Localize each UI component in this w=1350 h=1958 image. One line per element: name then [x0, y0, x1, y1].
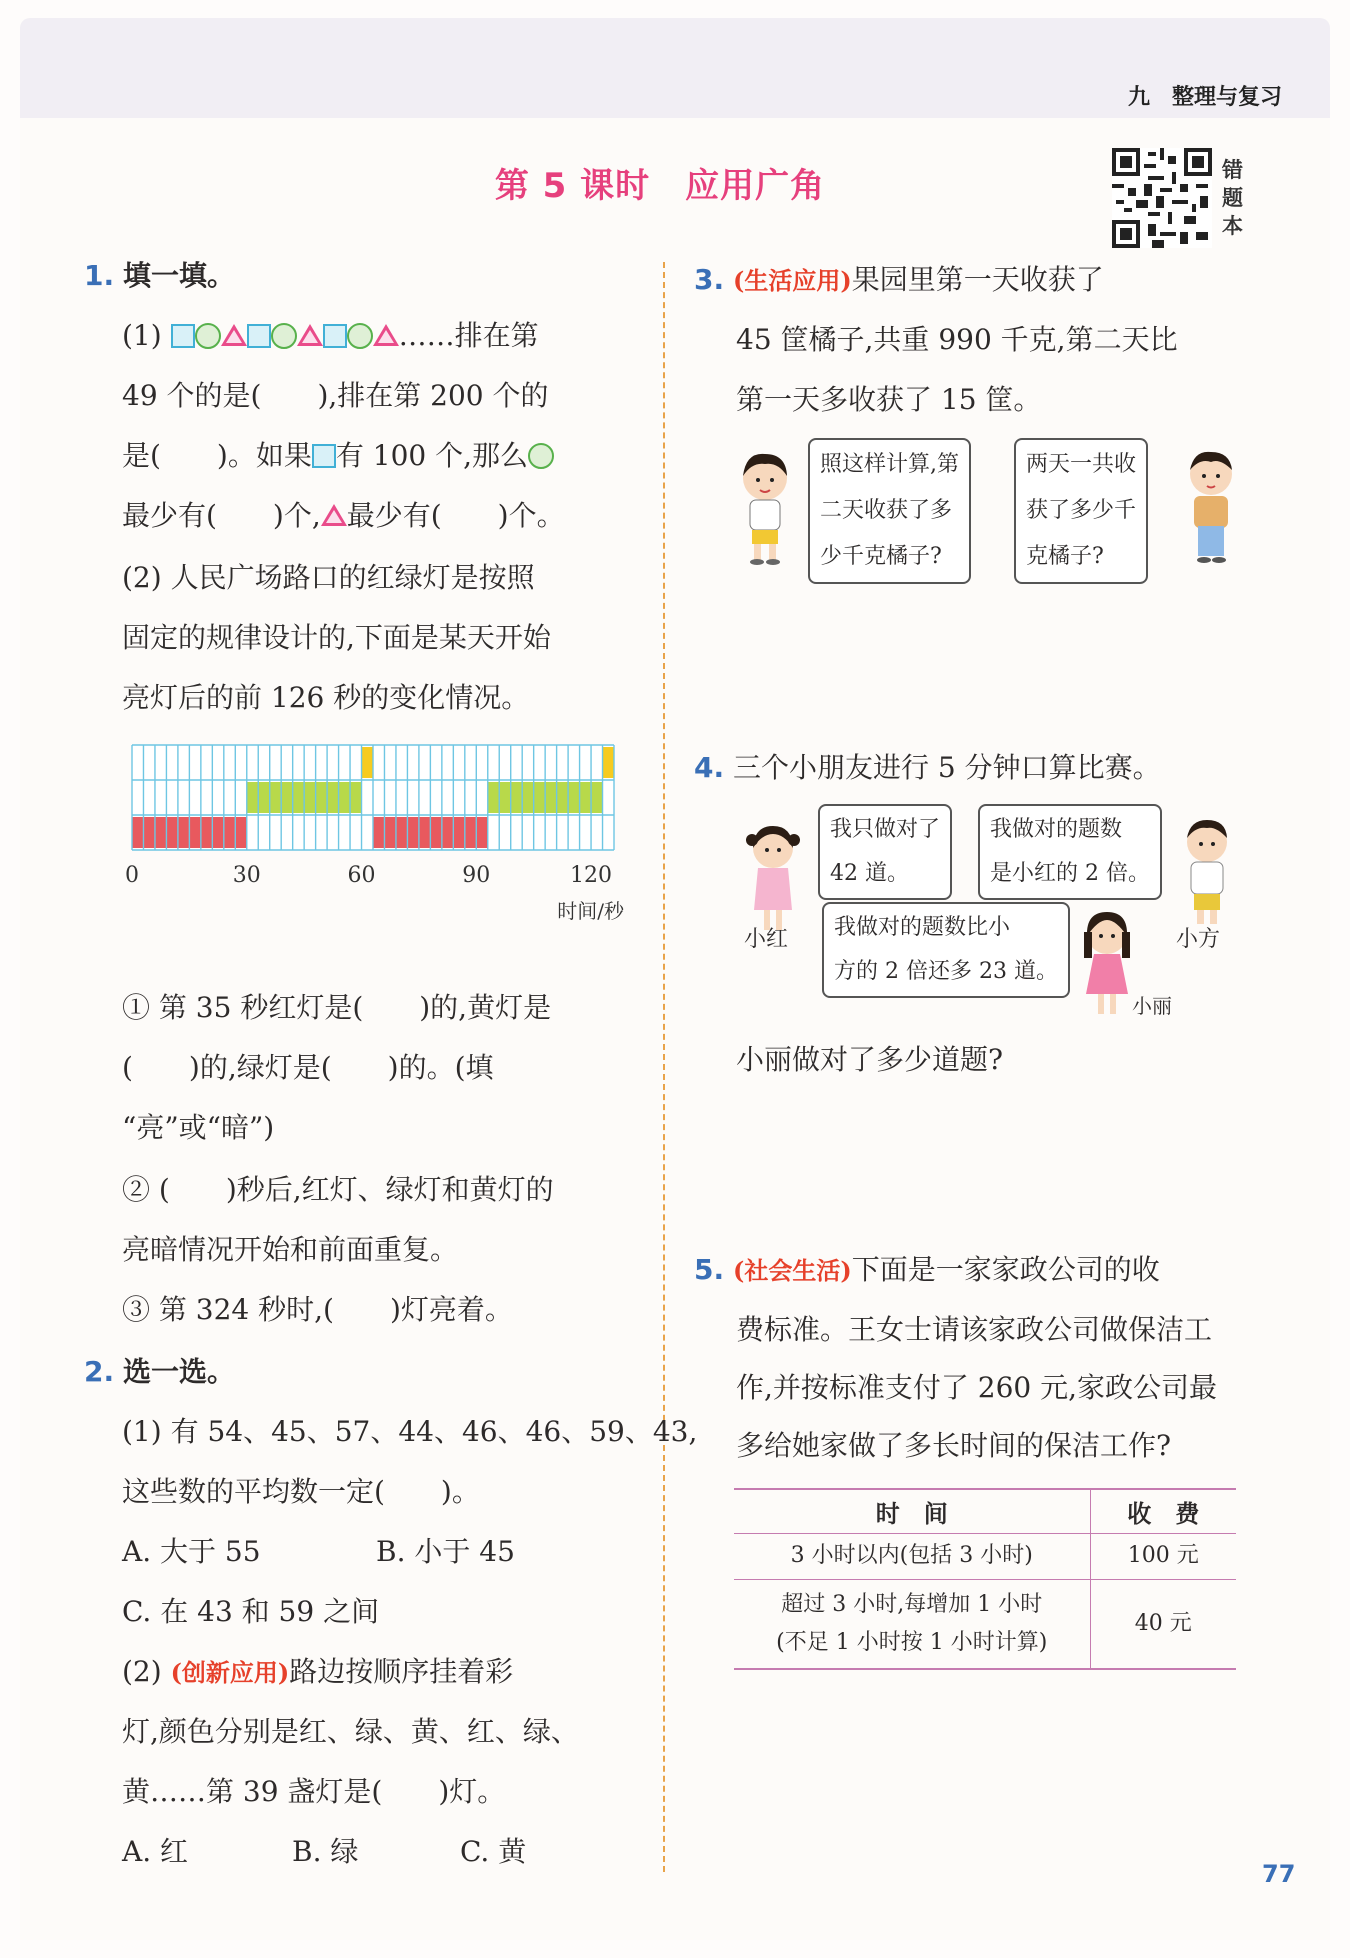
axis-tick-label: 90 — [462, 863, 491, 888]
axis-tick-label: 120 — [570, 863, 613, 888]
q1-p1-line4 — [122, 486, 565, 546]
q5-line1 — [694, 1240, 1160, 1301]
q2-option-a2: A. 红 — [122, 1835, 189, 1868]
bubble-text: 少千克橘子? — [820, 544, 942, 569]
table-header-fee: 收 费 — [1090, 1489, 1236, 1533]
q1-p2-line2: 固定的规律设计的,下面是某天开始 — [122, 621, 551, 654]
side-char: 本 — [1222, 214, 1243, 238]
bubble-text: 我做对的题数比小 — [834, 915, 1011, 940]
circle-icon — [195, 323, 221, 349]
table-row — [734, 1533, 1236, 1579]
bubble-text: 方的 2 倍还多 23 道。 — [834, 959, 1058, 984]
triangle-icon — [221, 324, 247, 346]
side-char: 题 — [1222, 186, 1243, 210]
q1-s3: ③ 第 324 秒时,( )灯亮着。 — [122, 1293, 513, 1326]
square-icon — [247, 324, 271, 348]
axis-tick-label: 60 — [347, 863, 376, 888]
q2-line4-prefix: (2) — [122, 1655, 171, 1688]
traffic-light-timeline-chart — [100, 740, 640, 960]
q2-line4 — [122, 1642, 513, 1703]
table-cell: 3 小时以内(包括 3 小时) — [734, 1533, 1090, 1579]
innovation-tag: (创新应用) — [170, 1658, 290, 1687]
q5-line2: 费标准。王女士请该家政公司做保洁工 — [736, 1313, 1213, 1346]
q3-number: 3. — [694, 263, 725, 296]
name-xiaofang: 小方 — [1176, 927, 1221, 952]
girl-xiaohong-illustration — [742, 820, 804, 938]
q1-p2-line1: (2) 人民广场路口的红绿灯是按照 — [122, 561, 535, 594]
q1-p1-line1 — [122, 306, 539, 366]
table-header-time: 时 间 — [734, 1489, 1090, 1533]
q1-s1-line2: ( )的,绿灯是( )的。(填 — [122, 1051, 494, 1084]
speech-bubble-1 — [808, 438, 971, 584]
table-cell: 40 元 — [1090, 1579, 1236, 1669]
table-cell — [734, 1579, 1090, 1669]
bubble-text: 二天收获了多 — [820, 498, 953, 523]
name-xiaohong: 小红 — [744, 927, 789, 952]
page-number: 77 — [1262, 1860, 1296, 1888]
bubble-text: 我只做对了 — [830, 817, 941, 842]
table-row — [734, 1579, 1236, 1669]
table-cell-line: 超过 3 小时,每增加 1 小时 — [781, 1591, 1043, 1617]
q5-line1-text: 下面是一家家政公司的收 — [851, 1253, 1160, 1286]
axis-tick-label: 30 — [232, 863, 261, 888]
axis-unit-label: 时间/秒 — [557, 899, 624, 923]
table-cell-line: (不足 1 小时按 1 小时计算) — [776, 1629, 1048, 1655]
square-icon — [312, 444, 336, 468]
boy-illustration — [1180, 446, 1242, 564]
q3-line3: 第一天多收获了 15 筐。 — [736, 383, 1042, 416]
circle-icon — [271, 323, 297, 349]
circle-icon — [347, 323, 373, 349]
q1-heading — [84, 246, 235, 306]
bubble-text: 照这样计算,第 — [820, 452, 959, 477]
q2-title: 选一选。 — [123, 1355, 236, 1388]
bubble-text: 42 道。 — [830, 861, 909, 886]
q5-number: 5. — [694, 1253, 725, 1286]
q1-title: 填一填。 — [123, 259, 236, 292]
q1-p1-suffix: ……排在第 — [398, 319, 539, 352]
q1-p1-line4a: 最少有( )个, — [122, 499, 321, 532]
q2-option-c2: C. 黄 — [460, 1835, 527, 1868]
q1-p1-line3b: 有 100 个,那么 — [335, 439, 529, 472]
q1-p1-line3 — [122, 426, 554, 486]
q1-p1-prefix: (1) — [122, 319, 171, 352]
speech-bubble-xiaoli — [822, 902, 1070, 998]
light-segment — [362, 747, 373, 778]
q3-line1 — [694, 250, 1104, 311]
girl-xiaoli-illustration — [1076, 906, 1138, 1024]
q2-option-b2: B. 绿 — [292, 1835, 359, 1868]
square-icon — [323, 324, 347, 348]
q4-number: 4. — [694, 751, 725, 784]
q3-line1-text: 果园里第一天收获了 — [851, 263, 1104, 296]
qr-code-icon[interactable] — [1112, 148, 1212, 248]
q1-s2-line2: 亮暗情况开始和前面重复。 — [122, 1233, 459, 1266]
q1-p2-line3: 亮灯后的前 126 秒的变化情况。 — [122, 681, 530, 714]
q2-option-c: C. 在 43 和 59 之间 — [122, 1595, 380, 1628]
q1-s2-line1: ② ( )秒后,红灯、绿灯和黄灯的 — [122, 1173, 554, 1206]
boy-illustration — [734, 448, 796, 566]
speech-bubble-xiaofang — [978, 804, 1162, 900]
q1-p1-line3a: 是( )。如果 — [122, 439, 312, 472]
q1-s1-line1: ① 第 35 秒红灯是( )的,黄灯是 — [122, 991, 552, 1024]
side-char: 错 — [1222, 158, 1243, 182]
bubble-text: 是小红的 2 倍。 — [990, 861, 1150, 886]
q2-option-b: B. 小于 45 — [376, 1535, 515, 1568]
q2-line6: 黄……第 39 盏灯是( )灯。 — [122, 1775, 506, 1808]
bubble-text: 克橘子? — [1026, 544, 1104, 569]
q2-line4-text: 路边按顺序挂着彩 — [289, 1655, 514, 1688]
speech-bubble-xiaohong — [818, 804, 952, 900]
bubble-text: 我做对的题数 — [990, 817, 1123, 842]
q1-p1-line4b: 最少有( )个。 — [346, 499, 565, 532]
lesson-title: 第 5 课时 应用广角 — [494, 166, 826, 206]
bubble-text: 两天一共收 — [1026, 452, 1137, 477]
table-header-row — [734, 1489, 1236, 1533]
q2-line5: 灯,颜色分别是红、绿、黄、红、绿、 — [122, 1715, 579, 1748]
section-label: 九 整理与复习 — [1127, 85, 1282, 110]
column-divider — [663, 262, 665, 1872]
q4-question: 小丽做对了多少道题? — [736, 1043, 1004, 1076]
bubble-text: 获了多少千 — [1026, 498, 1137, 523]
life-application-tag: (生活应用) — [733, 266, 852, 295]
q5-line3: 作,并按标准支付了 260 元,家政公司最 — [736, 1371, 1218, 1404]
speech-bubble-2 — [1014, 438, 1148, 584]
q5-line4: 多给她家做了多长时间的保洁工作? — [736, 1429, 1172, 1462]
triangle-icon — [297, 324, 323, 346]
mistake-notebook-label — [1222, 156, 1248, 240]
q4-line1-text: 三个小朋友进行 5 分钟口算比赛。 — [733, 751, 1161, 784]
q2-option-a: A. 大于 55 — [122, 1535, 261, 1568]
square-icon — [171, 324, 195, 348]
q3-line2: 45 筐橘子,共重 990 千克,第二天比 — [736, 323, 1178, 356]
q2-line2: 这些数的平均数一定( )。 — [122, 1475, 480, 1508]
q2-heading — [84, 1342, 235, 1402]
q2-line1: (1) 有 54、45、57、44、46、46、59、43, — [122, 1415, 698, 1448]
q1-number: 1. — [84, 259, 115, 292]
axis-tick-label: 0 — [125, 863, 139, 888]
light-segment — [603, 747, 614, 778]
q2-number: 2. — [84, 1355, 115, 1388]
q1-s1-line3: “亮”或“暗”) — [122, 1111, 275, 1144]
triangle-icon — [373, 324, 399, 346]
boy-xiaofang-illustration — [1176, 814, 1238, 932]
circle-icon — [528, 443, 554, 469]
name-xiaoli: 小丽 — [1132, 994, 1172, 1018]
q1-p1-line2: 49 个的是( ),排在第 200 个的 — [122, 379, 549, 412]
triangle-icon — [321, 504, 347, 526]
table-cell: 100 元 — [1090, 1533, 1236, 1579]
q4-line1 — [694, 738, 1161, 798]
fee-table — [734, 1488, 1236, 1670]
social-life-tag: (社会生活) — [733, 1256, 852, 1285]
